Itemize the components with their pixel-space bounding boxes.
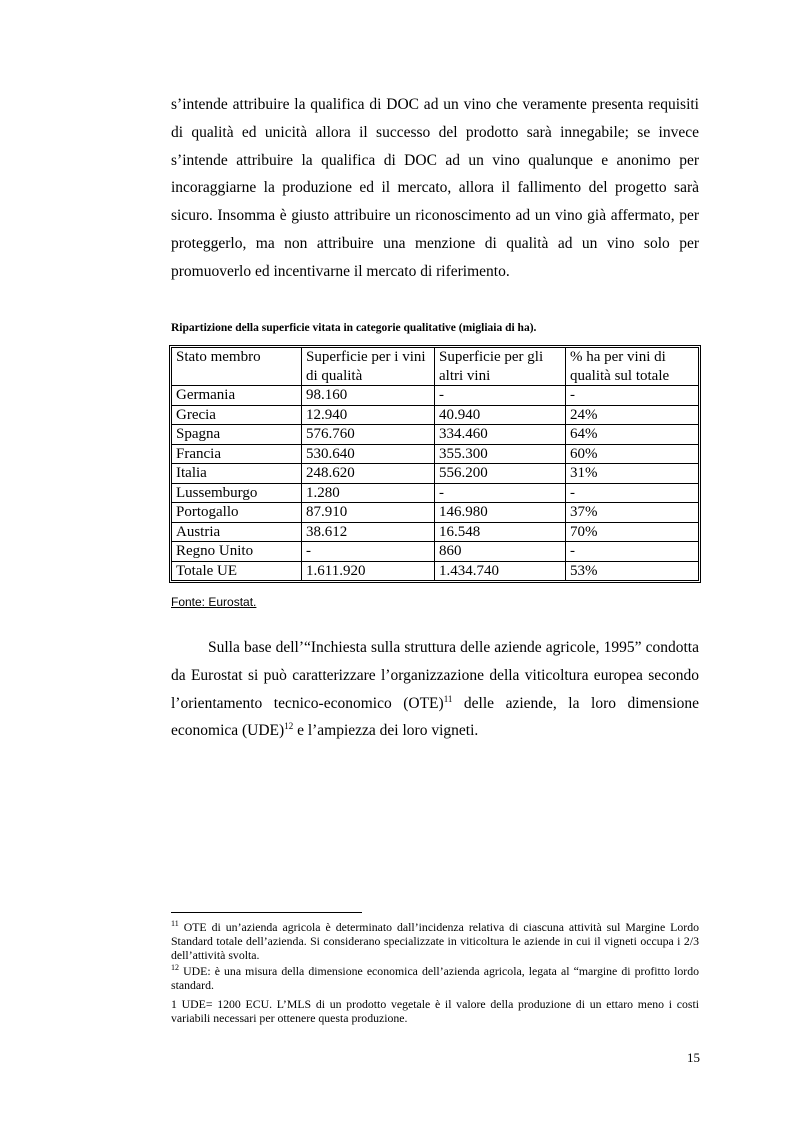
table-cell: -: [302, 542, 435, 562]
table-row: [172, 503, 698, 523]
table-cell: 1.434.740: [435, 562, 566, 581]
table-cell: -: [435, 484, 566, 504]
paragraph-2-text-a: Sulla base dell’“Inchiesta sulla struttura delle aziende agricole, 1995” condotta da Eurostat si può caratterizzare l’organizzazione della viticoltura europea secondo l’orientamento tecnico-economico (OTE): [171, 639, 699, 712]
footnote-mark: 11: [171, 919, 179, 929]
vineyard-surface-table: [169, 345, 701, 583]
table-cell: -: [566, 542, 698, 562]
table-row: [172, 542, 698, 562]
table-row: [172, 562, 698, 581]
body-paragraph-2: [171, 634, 699, 745]
table-cell: Lussemburgo: [172, 484, 302, 504]
table-row: [172, 523, 698, 543]
table-row: [172, 445, 698, 465]
table-header-cell: Superficie per i vini di qualità: [302, 348, 435, 386]
table-cell: 16.548: [435, 523, 566, 543]
table-row: [172, 406, 698, 426]
table-cell: 38.612: [302, 523, 435, 543]
table-cell: -: [435, 386, 566, 406]
table-cell: -: [566, 484, 698, 504]
table-cell: 60%: [566, 445, 698, 465]
table-cell: 98.160: [302, 386, 435, 406]
table-source: Fonte: Eurostat.: [171, 595, 257, 609]
table-cell: 64%: [566, 425, 698, 445]
table-body: [172, 348, 698, 580]
footnote-mark: 12: [171, 963, 179, 973]
table-cell: 556.200: [435, 464, 566, 484]
table-row: [172, 484, 698, 504]
table-header-cell: % ha per vini di qualità sul totale: [566, 348, 698, 386]
table-cell: Totale UE: [172, 562, 302, 581]
table-cell: Italia: [172, 464, 302, 484]
table-cell: 53%: [570, 562, 598, 579]
table-cell: -: [566, 386, 698, 406]
footnote-separator: [171, 912, 362, 913]
table-row: [172, 386, 698, 406]
table-row: [172, 464, 698, 484]
table-cell: Austria: [172, 523, 302, 543]
table-cell: 12.940: [302, 406, 435, 426]
table-cell: Portogallo: [172, 503, 302, 523]
table-cell: 576.760: [302, 425, 435, 445]
table-cell: 24%: [566, 406, 698, 426]
table-cell: 37%: [566, 503, 698, 523]
footnote-text: OTE di un’azienda agricola è determinato dall’incidenza relativa di ciascuna attività sul Margine Lordo Standard totale dell’azienda. Si considerano specializzate in viticoltura le aziende in cui il vigneti occupa i 2/3 dell’attività svolta.: [171, 920, 699, 962]
table-row: [172, 425, 698, 445]
footnote-text: UDE: è una misura della dimensione economica dell’azienda agricola, legata al “margine di profitto lordo standard.: [171, 964, 699, 992]
table-cell: Regno Unito: [172, 542, 302, 562]
table-cell: 40.940: [435, 406, 566, 426]
footnote-ref-11[interactable]: 11: [443, 693, 453, 704]
table-cell: 70%: [566, 523, 698, 543]
table-header-cell: Superficie per gli altri vini: [435, 348, 566, 386]
table-cell: 530.640: [302, 445, 435, 465]
paragraph-2-text-b: delle aziende, la loro dimensione economica (UDE): [171, 694, 700, 740]
table-cell: 334.460: [435, 425, 566, 445]
table-header-cell: Stato membro: [172, 348, 302, 386]
table-cell: 1.611.920: [302, 562, 435, 581]
table-cell: 1.280: [302, 484, 435, 504]
body-paragraph-1: s’intende attribuire la qualifica di DOC ad un vino che veramente presenta requisiti di qualità ed unicità allora il successo del prodotto sarà innegabile; se invece s’intende attribuire la qualifica di DOC ad un vino qualunque e anonimo per incoraggiarne la produzione ed il mercato, allora il fallimento del progetto sarà sicuro. Insomma è giusto attribuire un riconoscimento ad un vino già affermato, per proteggerlo, ma non attribuire una menzione di qualità ad un vino solo per promuoverlo ed incentivarne il mercato di riferimento.: [171, 96, 699, 280]
footnote-ref-12[interactable]: 12: [284, 721, 294, 732]
table-cell: 87.910: [302, 503, 435, 523]
table-cell: 31%: [566, 464, 698, 484]
table-cell: Grecia: [172, 406, 302, 426]
table-cell: 355.300: [435, 445, 566, 465]
table-cell: Francia: [172, 445, 302, 465]
table-cell: Spagna: [172, 425, 302, 445]
footnote-11: [171, 920, 699, 962]
footnote-12: [171, 964, 699, 992]
table-cell: 248.620: [302, 464, 435, 484]
page-number: 15: [687, 1050, 700, 1065]
paragraph-2-text-c: e l’ampiezza dei loro vigneti.: [293, 722, 479, 740]
table-header-row: [172, 348, 698, 386]
table-cell: Germania: [172, 386, 302, 406]
table-cell: 146.980: [435, 503, 566, 523]
table-caption: Ripartizione della superficie vitata in categorie qualitative (migliaia di ha).: [171, 322, 537, 334]
footnote-12-continued: [171, 997, 699, 1025]
table-cell: 860: [435, 542, 566, 562]
footnote-text: 1 UDE= 1200 ECU. L’MLS di un prodotto vegetale è il valore della produzione di un ettaro meno i costi variabili necessari per ottenere questa produzione.: [171, 997, 699, 1025]
